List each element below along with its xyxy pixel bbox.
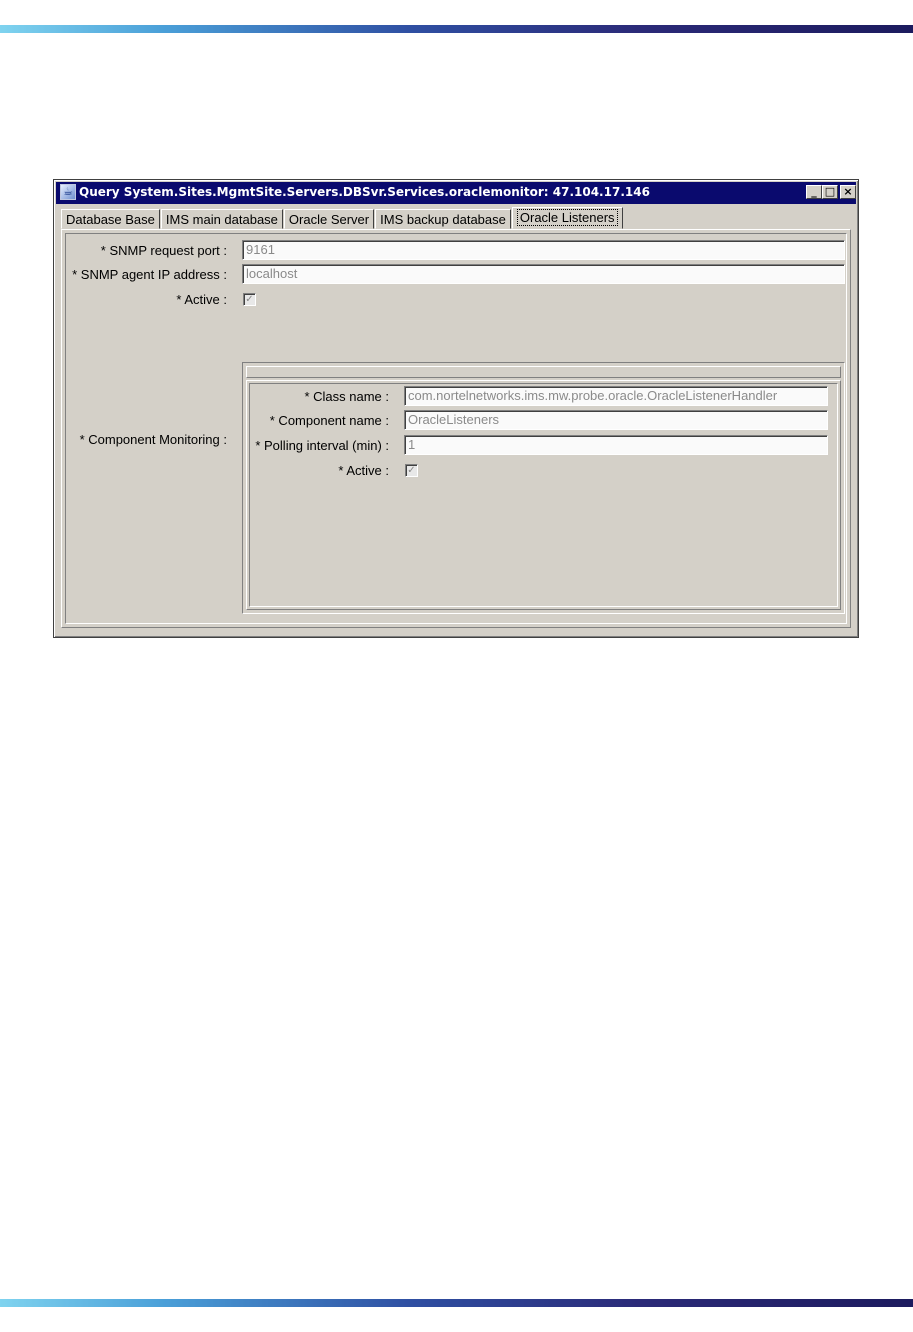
component-panel-body xyxy=(246,380,841,610)
tab-oracle-listeners-label: Oracle Listeners xyxy=(517,209,618,226)
tab-strip xyxy=(61,207,624,229)
tab-database-base[interactable]: Database Base xyxy=(61,209,160,229)
polling-interval-label: * Polling interval (min) : xyxy=(255,438,389,453)
window-title: Query System.Sites.MgmtSite.Servers.DBSvr.Services.oraclemonitor: 47.104.17.146 xyxy=(79,185,650,199)
tab-ims-backup-database[interactable]: IMS backup database xyxy=(375,209,511,229)
close-button[interactable]: × xyxy=(840,185,856,199)
tab-panel xyxy=(61,229,851,628)
snmp-ip-field[interactable]: localhost xyxy=(242,264,845,284)
snmp-port-label: * SNMP request port : xyxy=(100,243,227,258)
footer-gradient-bar xyxy=(0,1299,913,1307)
snmp-port-field[interactable]: 9161 xyxy=(242,240,845,260)
active-checkbox[interactable]: ✓ xyxy=(243,293,256,306)
component-active-label: * Active : xyxy=(338,463,389,478)
class-name-field[interactable]: com.nortelnetworks.ims.mw.probe.oracle.OracleListenerHandler xyxy=(404,386,828,406)
snmp-ip-label: * SNMP agent IP address : xyxy=(72,267,227,282)
maximize-button[interactable]: □ xyxy=(822,185,838,199)
active-label: * Active : xyxy=(176,292,227,307)
tab-oracle-listeners[interactable] xyxy=(512,207,623,229)
java-cup-icon: ☕ xyxy=(60,184,76,200)
tab-ims-main-database[interactable]: IMS main database xyxy=(161,209,283,229)
component-panel-header xyxy=(246,366,841,378)
title-bar[interactable] xyxy=(56,182,856,204)
component-monitoring-panel xyxy=(242,362,845,614)
query-window xyxy=(53,179,859,638)
component-name-label: * Component name : xyxy=(269,413,389,428)
header-gradient-bar xyxy=(0,25,913,33)
polling-interval-field[interactable]: 1 xyxy=(404,435,828,455)
tab-oracle-server[interactable]: Oracle Server xyxy=(284,209,374,229)
component-monitoring-label: * Component Monitoring : xyxy=(79,432,227,447)
class-name-label: * Class name : xyxy=(304,389,389,404)
component-name-field[interactable]: OracleListeners xyxy=(404,410,828,430)
component-active-checkbox[interactable]: ✓ xyxy=(405,464,418,477)
minimize-button[interactable]: _ xyxy=(806,185,822,199)
